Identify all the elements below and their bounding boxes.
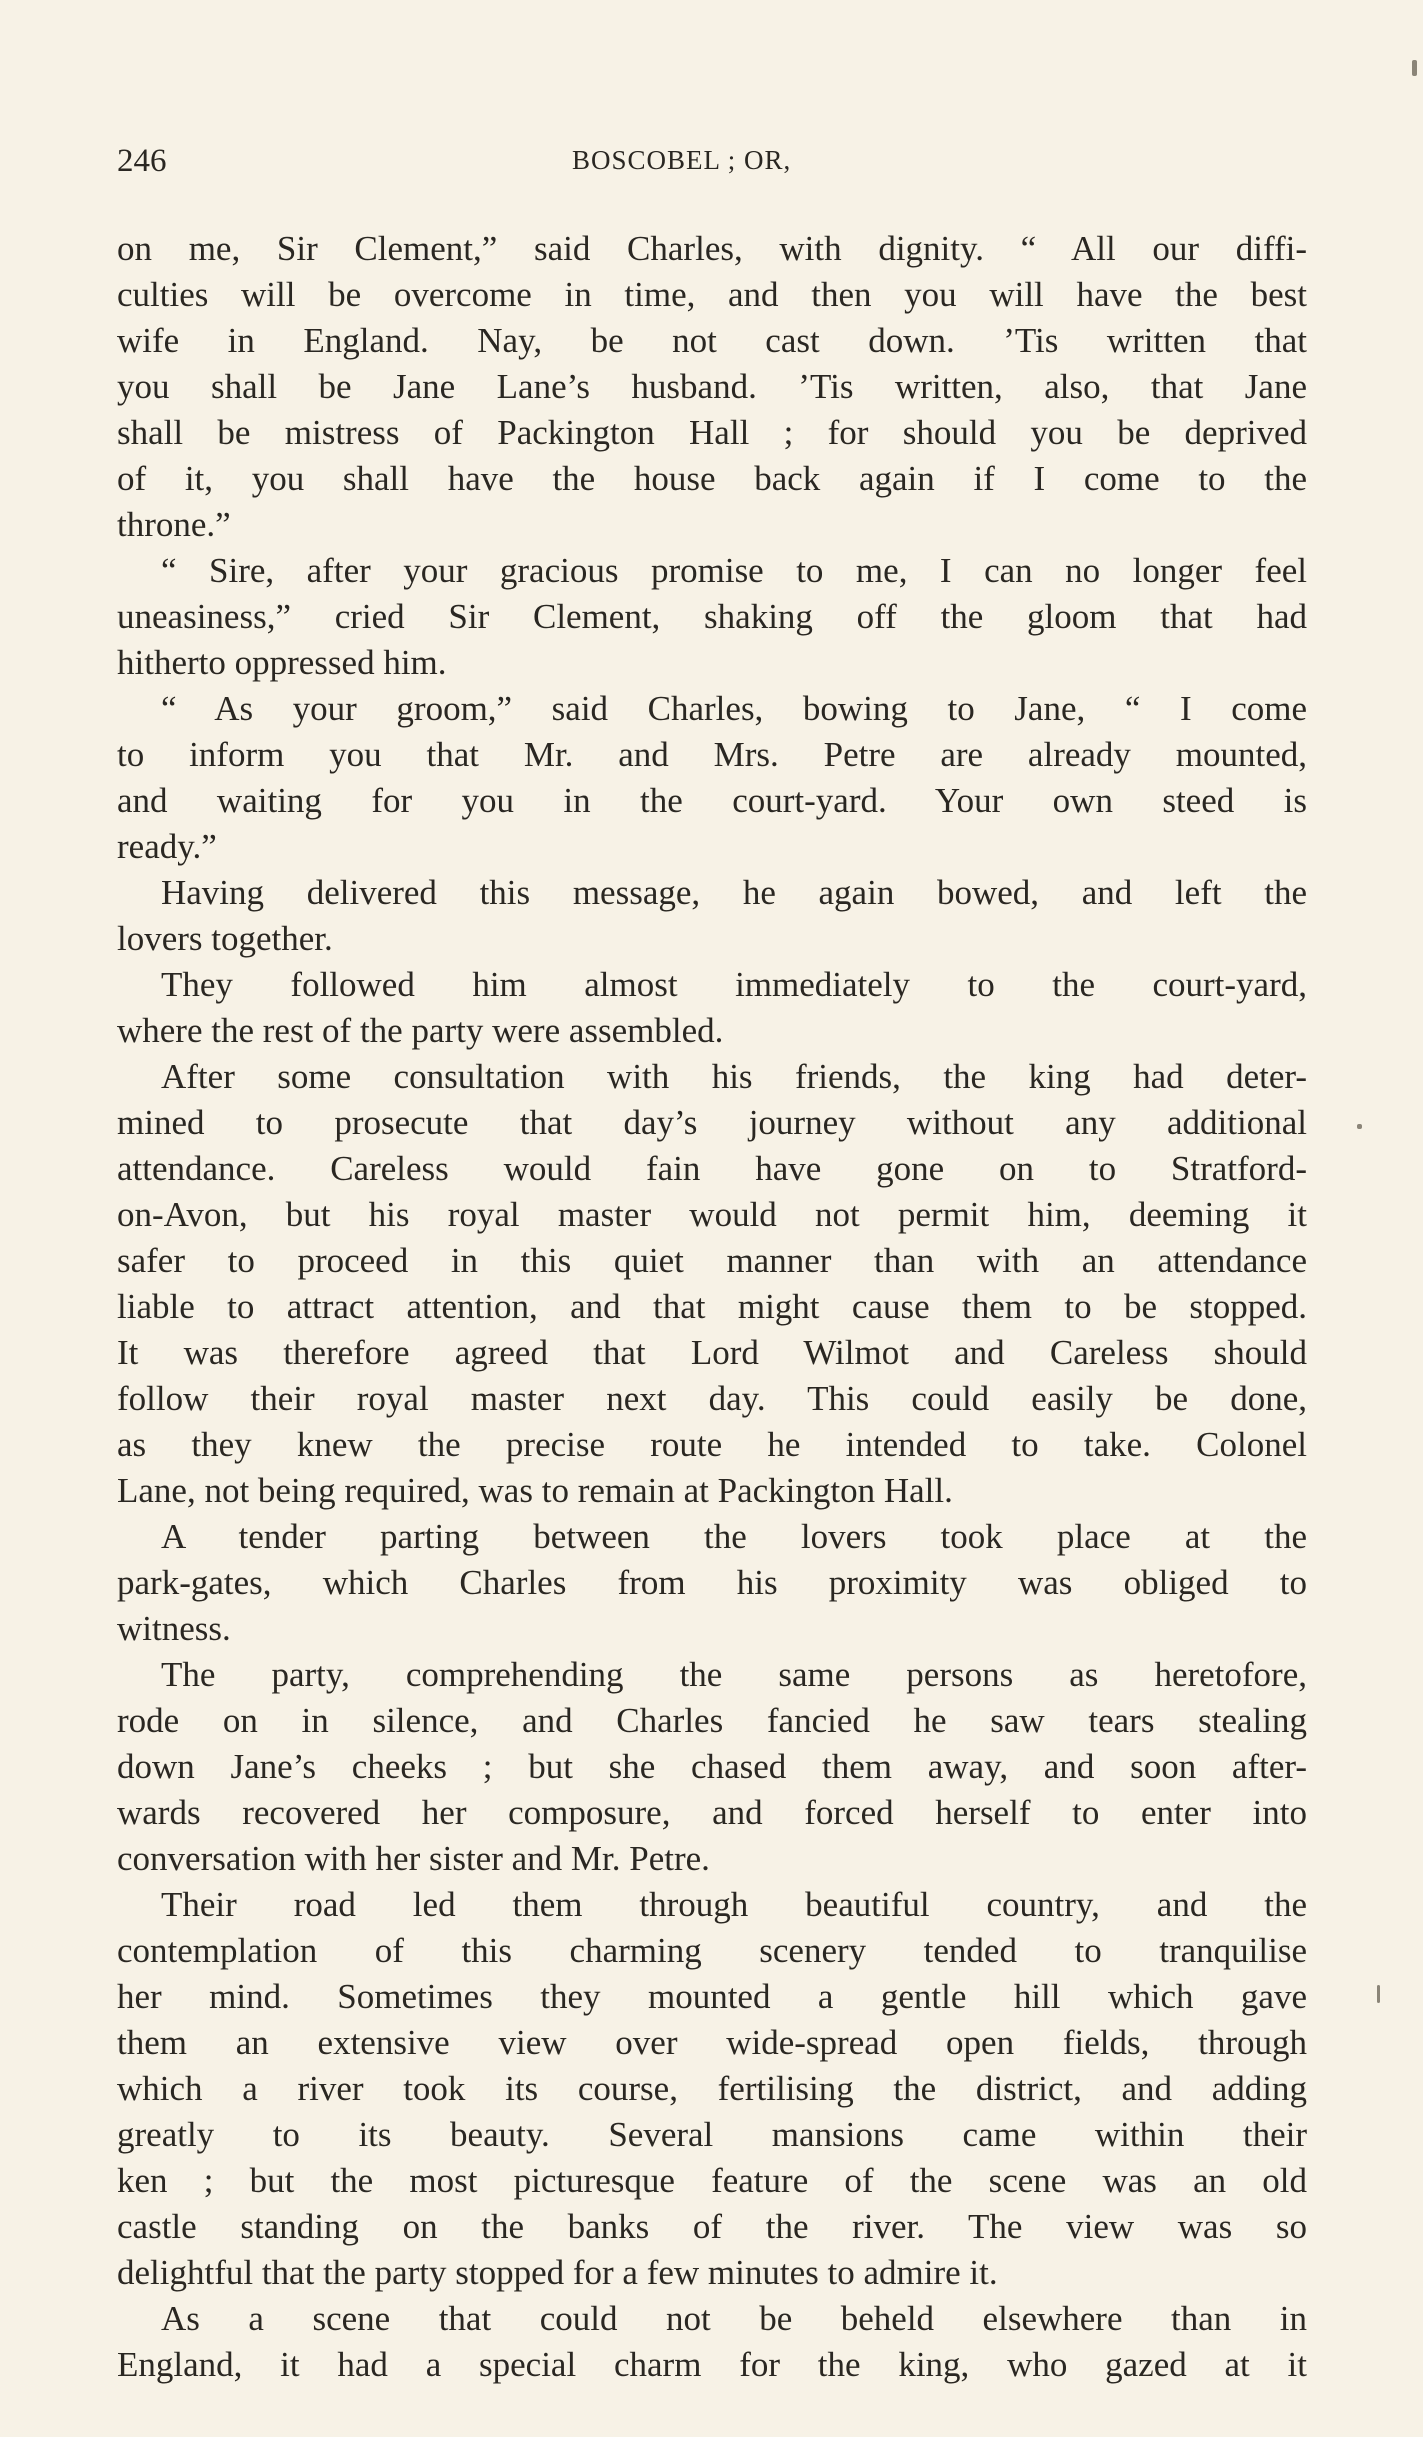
text-line: Lane, not being required, was to remain at Packington Hall. bbox=[117, 1471, 953, 1510]
text-line: as they knew the precise route he intended to take. Colonel bbox=[117, 1425, 1307, 1464]
text-line: England, it had a special charm for the king, who gazed at it bbox=[117, 2345, 1307, 2384]
margin-ink-mark bbox=[1377, 1985, 1380, 2003]
paragraph-first-line: A tender parting between the lovers took place at the bbox=[161, 1517, 1307, 1556]
text-line: on me, Sir Clement,” said Charles, with dignity. “ All our diffi- bbox=[117, 229, 1307, 268]
page-number: 246 bbox=[117, 143, 167, 179]
text-line: her mind. Sometimes they mounted a gentle hill which gave bbox=[117, 1977, 1307, 2016]
text-line: throne.” bbox=[117, 505, 231, 544]
text-line: and waiting for you in the court-yard. Your own steed is bbox=[117, 781, 1307, 820]
paragraph-first-line: “ As your groom,” said Charles, bowing to Jane, “ I come bbox=[161, 689, 1307, 728]
paragraph-first-line: After some consultation with his friends, the king had deter- bbox=[161, 1057, 1307, 1096]
text-line: them an extensive view over wide-spread open fields, through bbox=[117, 2023, 1307, 2062]
text-line: wife in England. Nay, be not cast down. ’Tis written that bbox=[117, 321, 1307, 360]
text-line: follow their royal master next day. This could easily be done, bbox=[117, 1379, 1307, 1418]
text-line: rode on in silence, and Charles fancied he saw tears stealing bbox=[117, 1701, 1307, 1740]
text-line: It was therefore agreed that Lord Wilmot and Careless should bbox=[117, 1333, 1307, 1372]
page-header bbox=[117, 143, 1307, 183]
text-line: on-Avon, but his royal master would not permit him, deeming it bbox=[117, 1195, 1307, 1234]
text-line: attendance. Careless would fain have gone on to Stratford- bbox=[117, 1149, 1307, 1188]
text-line: of it, you shall have the house back again if I come to the bbox=[117, 459, 1307, 498]
text-line: down Jane’s cheeks ; but she chased them away, and soon after- bbox=[117, 1747, 1307, 1786]
text-line: mined to prosecute that day’s journey without any additional bbox=[117, 1103, 1307, 1142]
text-line: which a river took its course, fertilising the district, and adding bbox=[117, 2069, 1307, 2108]
text-line: witness. bbox=[117, 1609, 231, 1648]
text-line: where the rest of the party were assembled. bbox=[117, 1011, 724, 1050]
text-line: safer to proceed in this quiet manner than with an attendance bbox=[117, 1241, 1307, 1280]
paragraph-first-line: Having delivered this message, he again bowed, and left the bbox=[161, 873, 1307, 912]
text-line: castle standing on the banks of the river. The view was so bbox=[117, 2207, 1307, 2246]
text-line: delightful that the party stopped for a few minutes to admire it. bbox=[117, 2253, 998, 2292]
paragraph-first-line: They followed him almost immediately to the court-yard, bbox=[161, 965, 1307, 1004]
text-line: to inform you that Mr. and Mrs. Petre are already mounted, bbox=[117, 735, 1307, 774]
running-title: BOSCOBEL ; OR, bbox=[572, 145, 792, 175]
text-line: lovers together. bbox=[117, 919, 333, 958]
paragraph-first-line: The party, comprehending the same persons as heretofore, bbox=[161, 1655, 1307, 1694]
text-line: ken ; but the most picturesque feature of the scene was an old bbox=[117, 2161, 1307, 2200]
text-line: park-gates, which Charles from his proximity was obliged to bbox=[117, 1563, 1307, 1602]
text-line: culties will be overcome in time, and then you will have the best bbox=[117, 275, 1307, 314]
text-line: greatly to its beauty. Several mansions came within their bbox=[117, 2115, 1307, 2154]
text-line: ready.” bbox=[117, 827, 217, 866]
text-line: you shall be Jane Lane’s husband. ’Tis written, also, that Jane bbox=[117, 367, 1307, 406]
text-line: uneasiness,” cried Sir Clement, shaking off the gloom that had bbox=[117, 597, 1307, 636]
body-text bbox=[117, 226, 1307, 2384]
margin-ink-mark bbox=[1357, 1124, 1362, 1129]
paragraph-first-line: Their road led them through beautiful country, and the bbox=[161, 1885, 1307, 1924]
text-line: hitherto oppressed him. bbox=[117, 643, 447, 682]
paragraph-first-line: As a scene that could not be beheld elsewhere than in bbox=[161, 2299, 1307, 2338]
margin-ink-mark bbox=[1412, 60, 1417, 76]
text-line: liable to attract attention, and that might cause them to be stopped. bbox=[117, 1287, 1307, 1326]
text-line: shall be mistress of Packington Hall ; for should you be deprived bbox=[117, 413, 1307, 452]
text-line: contemplation of this charming scenery tended to tranquilise bbox=[117, 1931, 1307, 1970]
text-line: conversation with her sister and Mr. Petre. bbox=[117, 1839, 710, 1878]
text-line: wards recovered her composure, and forced herself to enter into bbox=[117, 1793, 1307, 1832]
paragraph-first-line: “ Sire, after your gracious promise to me, I can no longer feel bbox=[161, 551, 1307, 590]
